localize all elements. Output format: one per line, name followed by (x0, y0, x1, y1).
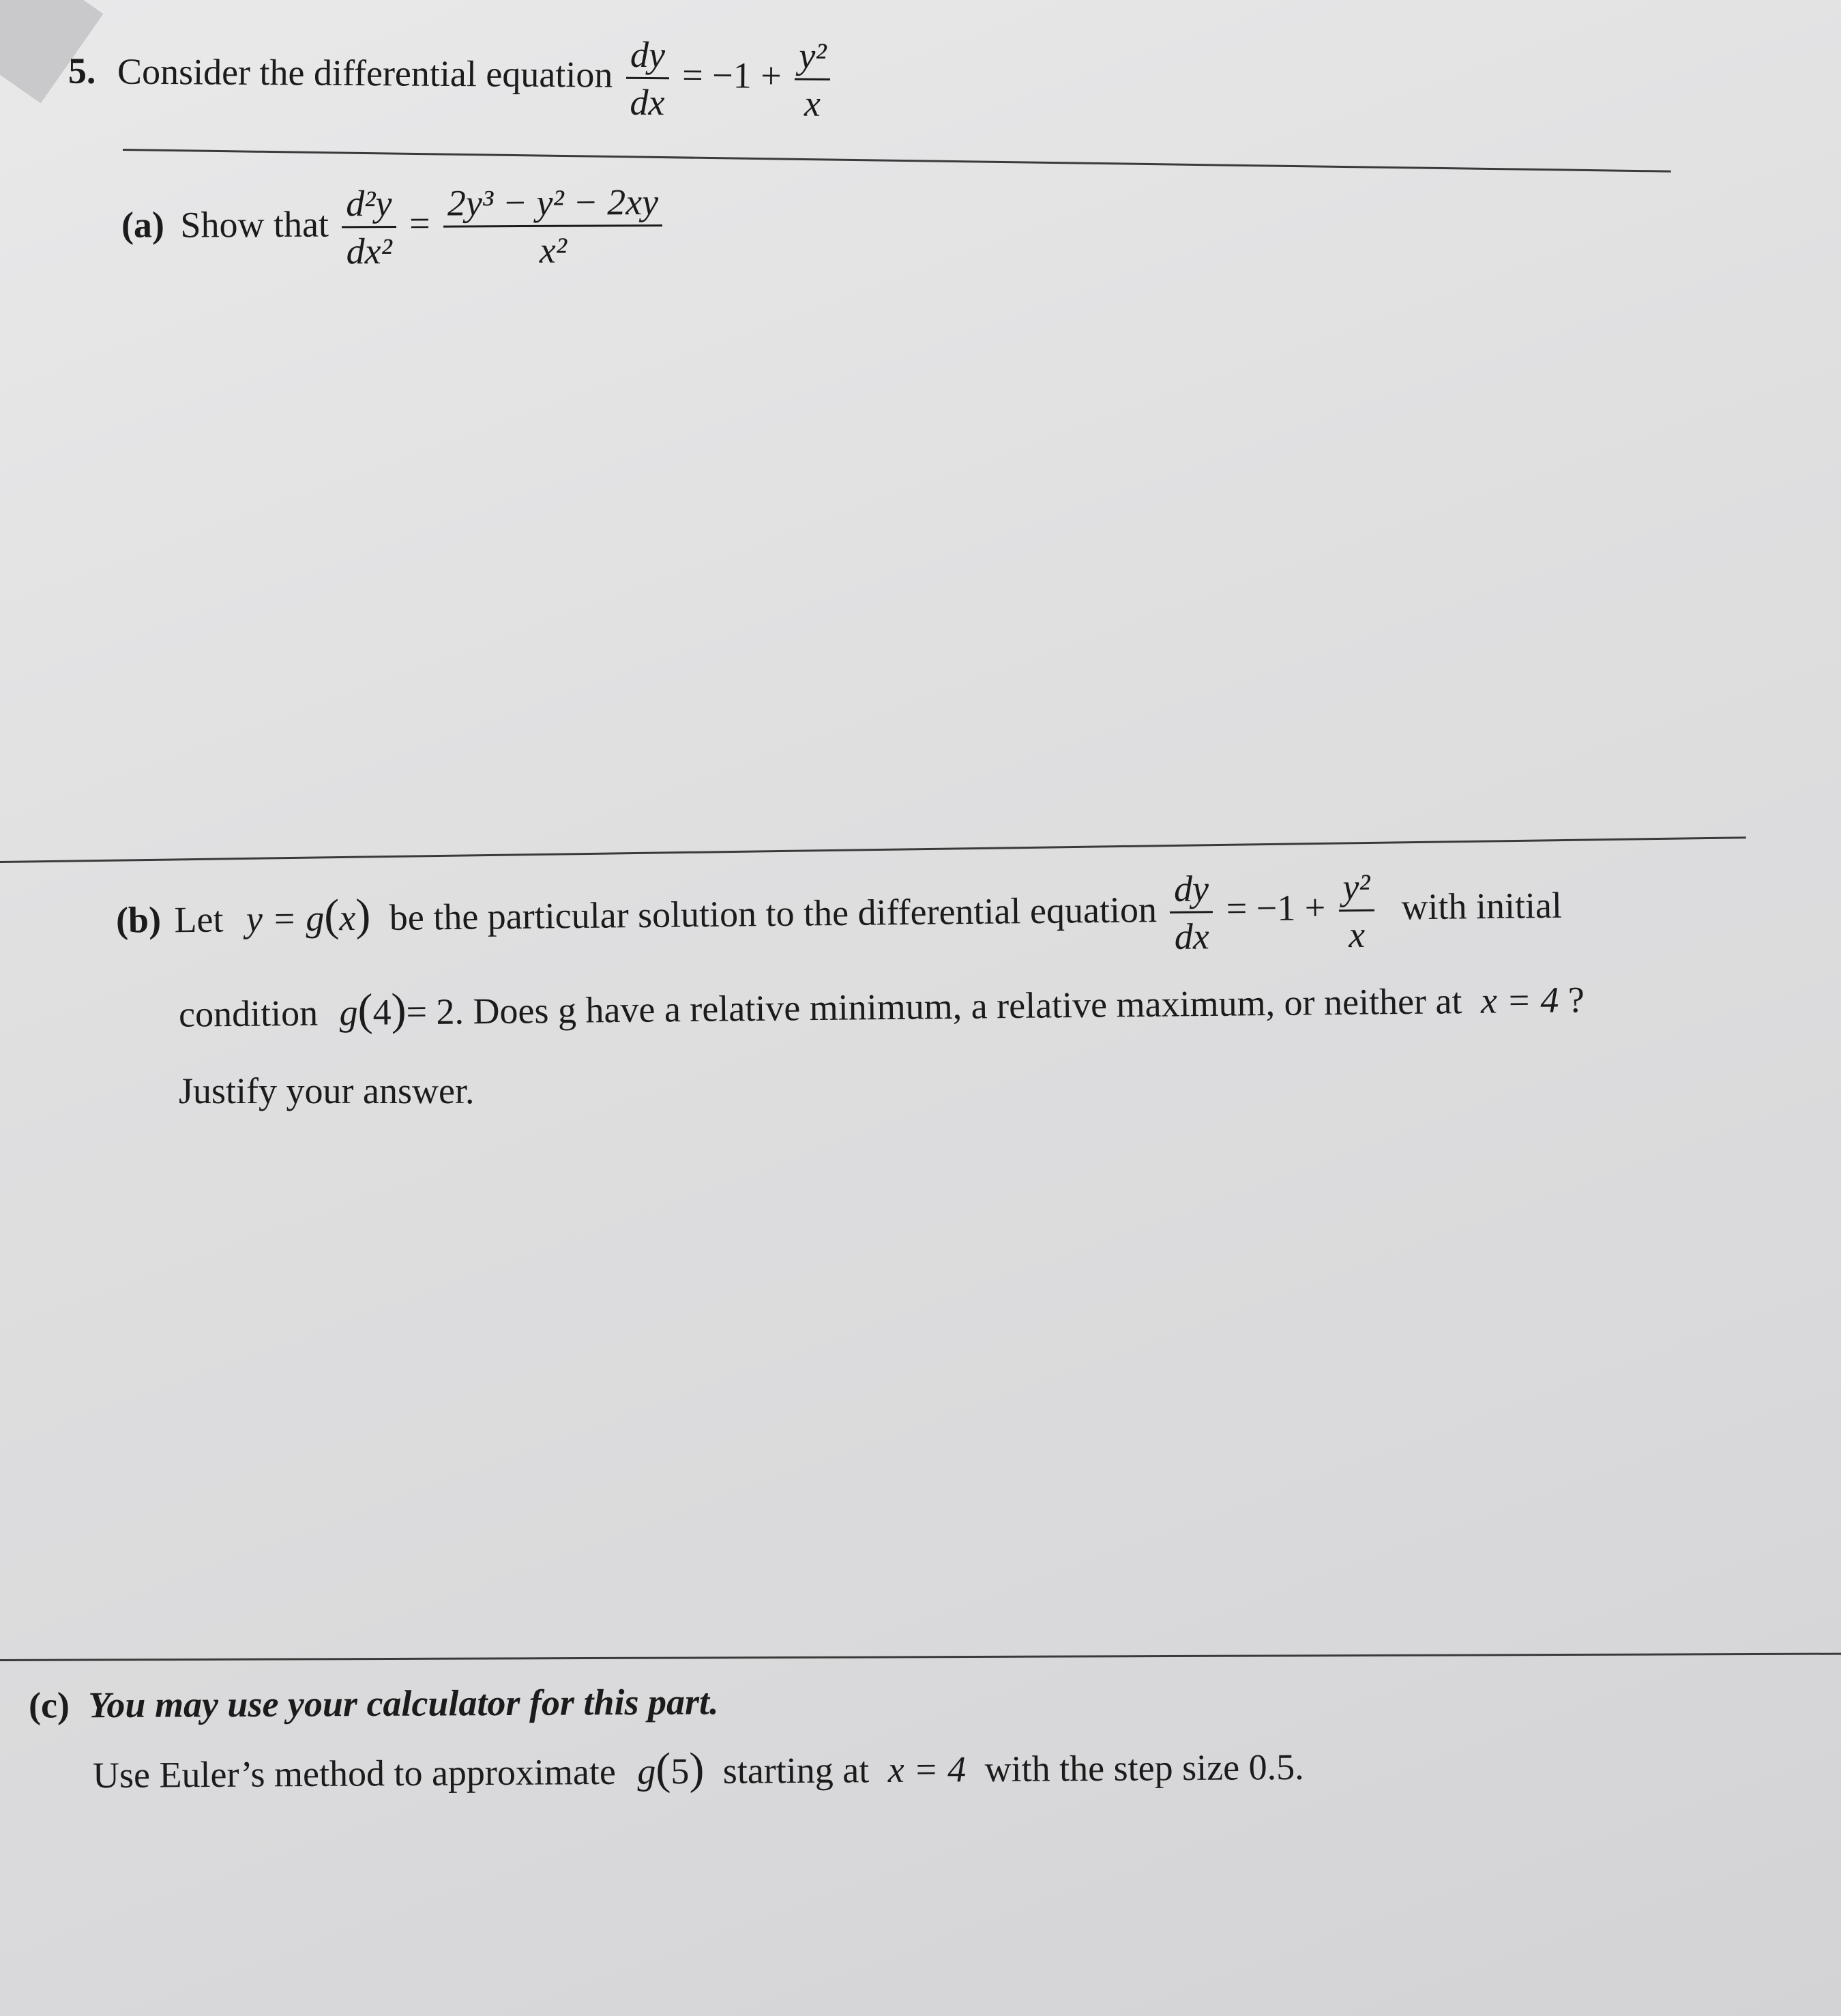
part-b-text1: Let (174, 899, 224, 940)
part-b-label: (b) (115, 899, 162, 941)
part-b-line2-a: condition (178, 992, 319, 1035)
problem-intro: Consider the differential equation (117, 50, 613, 96)
divider-3 (0, 1653, 1841, 1661)
part-b-cond: g (339, 992, 358, 1034)
problem-header (68, 31, 835, 123)
part-c-text2: starting at (722, 1749, 870, 1792)
part-b-eq-fraction: $\frac{dy}{dx}$ (1170, 869, 1213, 956)
part-c-line-2: Use Euler’s method to approximate g(5) starting at x = 4 with the step size 0.5. (92, 1743, 1304, 1796)
problem-eq-mid: = −1 + (682, 54, 782, 96)
problem-eq-fraction: $\frac{dy}{dx}$ (625, 35, 669, 122)
part-c-label: (c) (28, 1684, 70, 1726)
part-b-eq-mid: = −1 + (1226, 887, 1326, 929)
part-b-line3: Justify your answer. (179, 1070, 475, 1111)
part-c-g: g (637, 1751, 656, 1792)
part-c-g-arg: 5 (671, 1751, 690, 1792)
problem-eq-fraction-2: $\frac{\text{y²}}{x}$ (795, 37, 831, 123)
part-c-text1: Use Euler’s method to approximate (92, 1751, 617, 1796)
part-c-line-1 (28, 1681, 719, 1726)
part-b-qmark: ? (1567, 979, 1585, 1021)
part-a-label: (a) (121, 204, 165, 246)
divider-1 (123, 149, 1671, 173)
part-a (121, 183, 667, 272)
part-b-y-eq: y = g (246, 897, 325, 939)
part-b-line-3 (179, 1072, 474, 1109)
part-b-line-1: (b) Let y = g(x) be the particular solution to the differential equation $\frac{dy}{dx}$ = −1 + $\frac{\text{y²}}{x}$ with initial (115, 866, 1563, 957)
part-b-cond-arg: 4 (372, 991, 392, 1033)
part-a-lhs-fraction: $\frac{\text{d²y}}{\text{dx²}}$ (342, 184, 396, 271)
part-a-equals: = (409, 203, 430, 244)
part-c-text3: with the step size 0.5. (984, 1746, 1304, 1790)
part-b-x-arg: x (339, 897, 356, 939)
part-b-text2: be the particular solution to the differential equation (389, 888, 1158, 938)
part-c-x-eq: x = 4 (887, 1749, 967, 1791)
part-b-cond-val: = 2 (406, 991, 455, 1033)
divider-2 (0, 836, 1746, 863)
part-a-text: Show that (180, 203, 329, 246)
part-b-x-eq: x = 4 (1480, 979, 1559, 1021)
part-a-rhs-fraction: $\frac{\text{2y³ − y² − 2xy}}{\text{x²}}$ (443, 183, 663, 270)
part-b-eq-fraction-2: $\frac{\text{y²}}{x}$ (1338, 868, 1374, 954)
part-b-line-2: condition g(4)= 2. Does g have a relative minimum, a relative maximum, or neither at x = 4 ? (178, 979, 1585, 1036)
problem-number: 5. (68, 50, 96, 91)
part-b-text3: with initial (1401, 884, 1563, 927)
part-c-italic-text: You may use your calculator for this part. (88, 1681, 719, 1726)
part-b-line2-b: . Does g have a relative minimum, a relative maximum, or neither at (454, 980, 1462, 1032)
